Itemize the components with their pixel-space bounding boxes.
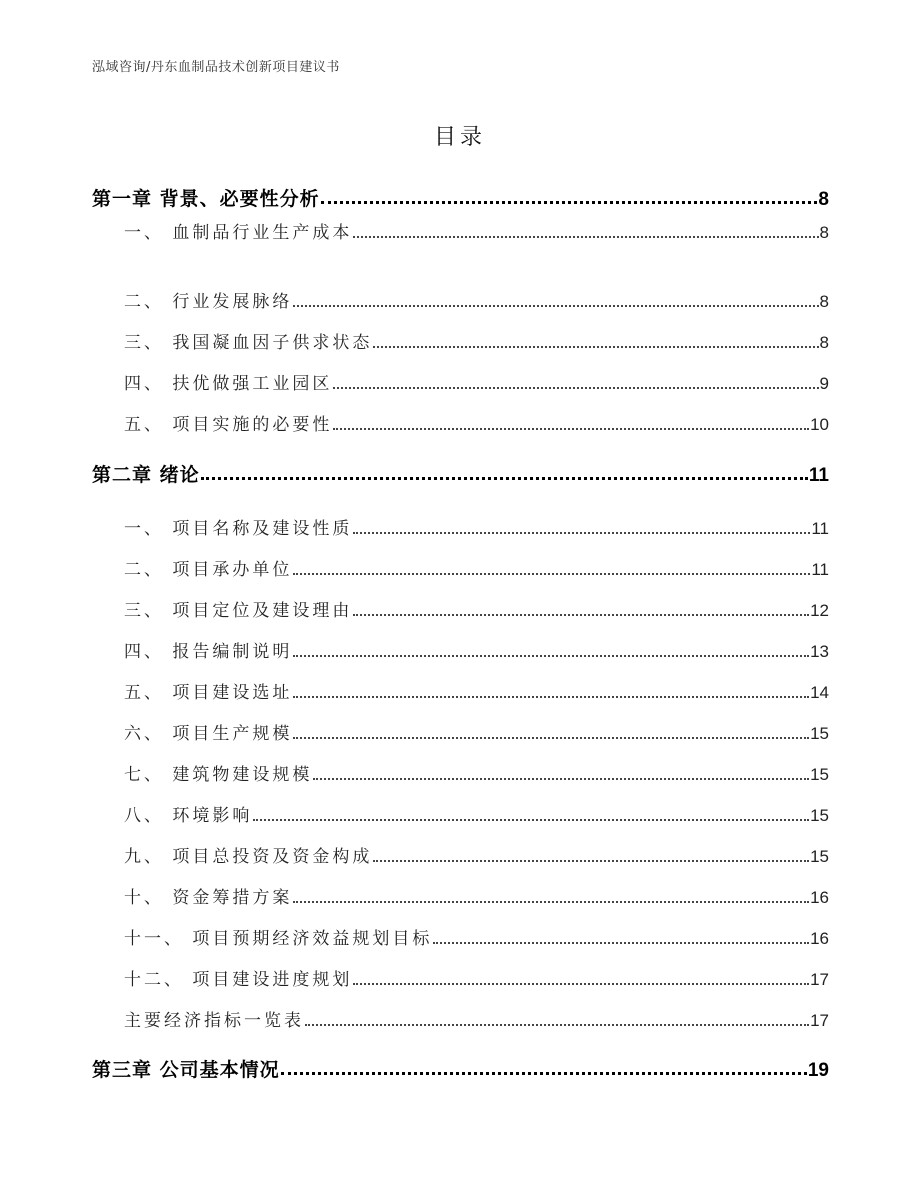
toc-entry[interactable]	[92, 801, 829, 827]
dot-leader	[293, 305, 818, 307]
toc-entry[interactable]	[92, 760, 829, 786]
dot-leader	[293, 696, 809, 698]
toc-page-number: 8	[819, 223, 829, 242]
toc-entry-label: 二、 项目承办单位	[124, 560, 293, 580]
toc-entry[interactable]	[92, 1006, 829, 1032]
toc-page-number: 16	[810, 888, 829, 907]
toc-entry-label: 七、 建筑物建设规模	[124, 765, 313, 785]
dot-leader	[293, 573, 810, 575]
toc-entry[interactable]	[92, 842, 829, 868]
dot-leader	[353, 983, 809, 985]
toc-entry-label: 八、 环境影响	[124, 806, 253, 826]
toc-page-number: 19	[807, 1060, 829, 1081]
toc-entry-label: 十一、 项目预期经济效益规划目标	[124, 929, 433, 949]
dot-leader	[373, 346, 818, 348]
dot-leader	[253, 819, 809, 821]
dot-leader	[293, 655, 809, 657]
toc-entry-label: 三、 我国凝血因子供求状态	[124, 333, 373, 353]
dot-leader	[305, 1024, 809, 1026]
dot-leader	[353, 236, 818, 238]
toc-entry[interactable]	[92, 328, 829, 354]
toc-page-number: 17	[810, 970, 829, 989]
toc-title: 目录	[433, 125, 486, 150]
toc-page-number: 16	[810, 929, 829, 948]
toc-entry[interactable]	[92, 924, 829, 950]
toc-entry[interactable]	[92, 596, 829, 622]
toc-entry-label: 主要经济指标一览表	[124, 1011, 304, 1031]
toc-entry[interactable]	[92, 719, 829, 745]
toc-page-number: 15	[810, 724, 829, 743]
toc-entry-label: 九、 项目总投资及资金构成	[124, 847, 373, 867]
toc-entry-label: 一、 项目名称及建设性质	[124, 519, 353, 539]
toc-entry[interactable]	[92, 965, 829, 991]
toc-entry[interactable]	[92, 883, 829, 909]
toc-chapter-1[interactable]	[92, 184, 829, 210]
toc-page-number: 11	[808, 465, 829, 486]
toc-page-number: 14	[810, 683, 829, 702]
dot-leader	[281, 1072, 807, 1075]
toc-chapter-2[interactable]	[92, 460, 829, 486]
running-header: 泓域咨询/丹东血制品技术创新项目建议书	[92, 60, 340, 75]
toc-entry[interactable]	[92, 555, 829, 581]
toc-entry[interactable]	[92, 218, 829, 244]
toc-entry-label: 四、 扶优做强工业园区	[124, 374, 333, 394]
toc-page-number: 11	[811, 560, 829, 579]
dot-leader	[201, 477, 808, 480]
toc-entry-label: 三、 项目定位及建设理由	[124, 601, 353, 621]
toc-page-number: 17	[810, 1011, 829, 1030]
toc-entry-label: 五、 项目建设选址	[124, 683, 293, 703]
toc-entry-label: 第三章 公司基本情况	[92, 1059, 280, 1081]
dot-leader	[313, 778, 809, 780]
toc-page-number: 8	[819, 292, 829, 311]
toc-page-number: 12	[810, 601, 829, 620]
toc-entry-label: 二、 行业发展脉络	[124, 292, 293, 312]
toc-page-number: 15	[810, 847, 829, 866]
dot-leader	[333, 428, 809, 430]
dot-leader	[433, 942, 809, 944]
toc-page-number: 15	[810, 806, 829, 825]
toc-entry[interactable]	[92, 514, 829, 540]
toc-entry-label: 四、 报告编制说明	[124, 642, 293, 662]
toc-entry-label: 五、 项目实施的必要性	[124, 415, 333, 435]
toc-entry-label: 一、 血制品行业生产成本	[124, 223, 353, 243]
toc-page-number: 15	[810, 765, 829, 784]
toc-entry-label: 第一章 背景、必要性分析	[92, 188, 320, 210]
dot-leader	[373, 860, 809, 862]
toc-entry-label: 六、 项目生产规模	[124, 724, 293, 744]
dot-leader	[321, 201, 818, 204]
toc-page-number: 9	[819, 374, 829, 393]
toc-entry[interactable]	[92, 410, 829, 436]
toc-entry-label: 十二、 项目建设进度规划	[124, 970, 353, 990]
toc-chapter-3[interactable]	[92, 1055, 829, 1081]
toc-page-number: 8	[818, 189, 829, 210]
dot-leader	[353, 532, 810, 534]
toc-entry-label: 第二章 绪论	[92, 464, 200, 486]
toc-entry[interactable]	[92, 637, 829, 663]
toc-page-number: 13	[810, 642, 829, 661]
dot-leader	[293, 901, 809, 903]
toc-page-number: 10	[810, 415, 829, 434]
dot-leader	[353, 614, 809, 616]
toc-entry[interactable]	[92, 678, 829, 704]
toc-page-number: 8	[819, 333, 829, 352]
dot-leader	[293, 737, 809, 739]
dot-leader	[333, 387, 818, 389]
toc-entry[interactable]	[92, 369, 829, 395]
toc-page-number: 11	[811, 519, 829, 538]
toc-entry-label: 十、 资金筹措方案	[124, 888, 293, 908]
toc-entry[interactable]	[92, 287, 829, 313]
